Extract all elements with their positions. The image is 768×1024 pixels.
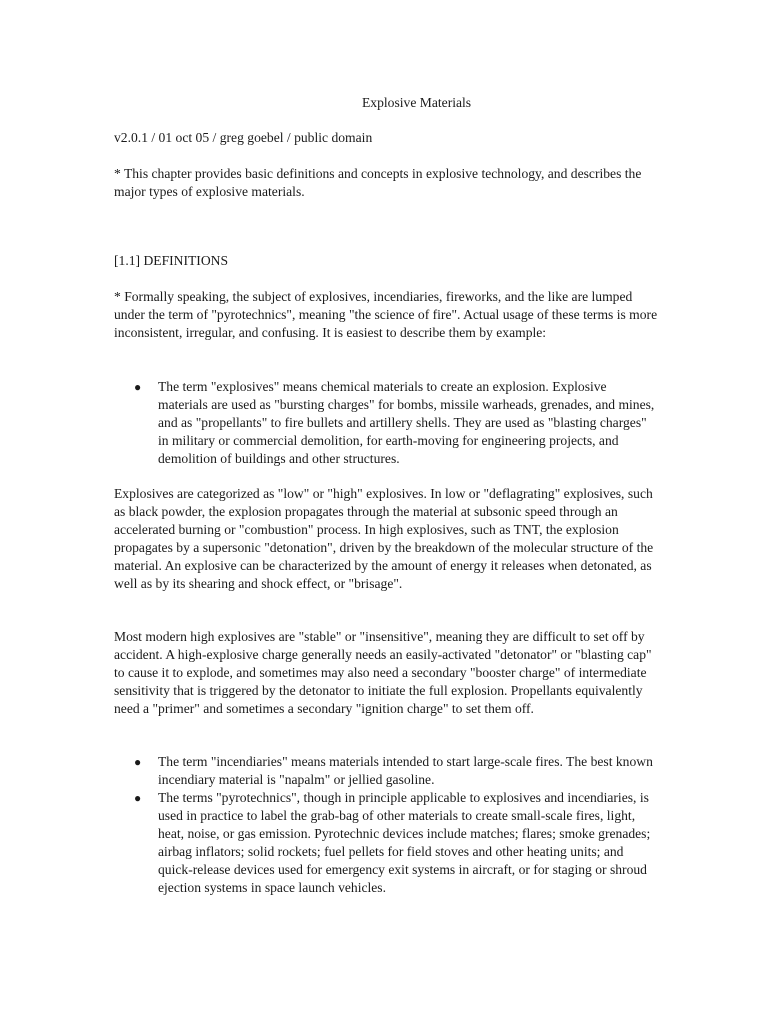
bullet-icon: ●: [134, 791, 142, 805]
list-item: [114, 378, 659, 468]
list-item: [114, 789, 659, 897]
list-item: [114, 753, 659, 789]
document-meta: v2.0.1 / 01 oct 05 / greg goebel / public domain: [114, 130, 373, 145]
document-title: Explosive Materials: [362, 95, 472, 110]
bullet-list-1: [114, 378, 659, 468]
list-item-text: The terms "pyrotechnics", though in principle applicable to explosives and incendiaries, is used in practice to label the grab-bag of other materials to create small-scale fires, light, heat, noise, or gas emission. Pyrotechnic devices include matches; flares; smoke grenades; airbag inflators; solid rockets; fuel pellets for field stoves and other heating units; and quick-release devices used for emergency exit systems in aircraft, or for staging or shroud ejection systems in space launch vehicles.: [158, 790, 651, 895]
bullet-icon: ●: [134, 380, 142, 394]
list-item-text: The term "explosives" means chemical materials to create an explosion. Explosive materials are used as "bursting charges" for bombs, missile warheads, grenades, and mines, and as "propellants" to fire bullets and artillery shells. They are used as "blasting charges" in military or commercial demolition, for earth-moving for engineering projects, and demolition of buildings and other structures.: [158, 379, 655, 466]
paragraph-3: Most modern high explosives are "stable" or "insensitive", meaning they are difficult to set off by accident. A high-explosive charge generally needs an easily-activated "detonator" or "blasting cap" to cause it to explode, and sometimes may also need a secondary "booster charge" of intermediate sensitivity that is triggered by the detonator to initiate the full explosion. Propellants equivalently need a "primer" and sometimes a secondary "ignition charge" to set them off.: [114, 629, 652, 716]
bullet-list-2: [114, 753, 659, 897]
list-item-text: The term "incendiaries" means materials intended to start large-scale fires. The best known incendiary material is "napalm" or jellied gasoline.: [158, 754, 653, 787]
section-heading: [1.1] DEFINITIONS: [114, 253, 229, 268]
paragraph-1: * Formally speaking, the subject of explosives, incendiaries, fireworks, and the like are lumped under the term of "pyrotechnics", meaning "the science of fire". Actual usage of these terms is more inconsistent, irregular, and confusing. It is easiest to describe them by example:: [114, 289, 658, 340]
bullet-icon: ●: [134, 755, 142, 769]
paragraph-2: Explosives are categorized as "low" or "high" explosives. In low or "deflagrating" explosives, such as black powder, the explosion propagates through the material at subsonic speed through an accelerated burning or "combustion" process. In high explosives, such as TNT, the explosion propagates by a supersonic "detonation", driven by the breakdown of the molecular structure of the material. An explosive can be characterized by the amount of energy it releases when detonated, as well as by its shearing and shock effect, or "brisage".: [114, 486, 654, 591]
intro-paragraph: * This chapter provides basic definitions and concepts in explosive technology, and describes the major types of explosive materials.: [114, 166, 642, 199]
